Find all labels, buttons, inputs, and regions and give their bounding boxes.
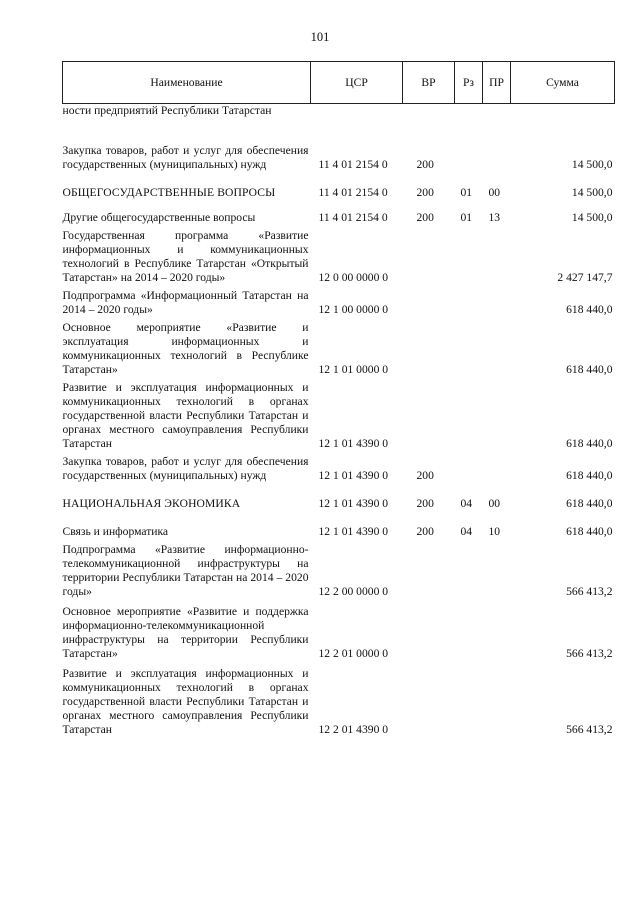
row-sum: 618 440,0 xyxy=(566,469,613,482)
row-pr xyxy=(483,122,511,172)
row-csr: 12 0 00 0000 0 xyxy=(318,271,389,284)
row-csr: 12 1 01 4390 0 xyxy=(318,497,389,510)
row-vr: 200 xyxy=(416,525,434,538)
row-vr xyxy=(403,661,455,737)
row-name: Закупка товаров, работ и услуг для обеспечения государственных (муниципальных) нужд xyxy=(62,144,309,171)
row-vr: 200 xyxy=(416,469,434,482)
row-csr: 12 2 01 0000 0 xyxy=(318,647,389,660)
header-csr: ЦСР xyxy=(311,62,403,104)
row-rz: 04 xyxy=(460,497,473,510)
row-pr xyxy=(483,661,511,737)
row-sum: 618 440,0 xyxy=(566,437,613,450)
header-vr: ВР xyxy=(403,62,455,104)
row-name: Основное мероприятие «Развитие и эксплуатация информационных и коммуникационных технологий в Республике Татарстан» xyxy=(62,321,309,376)
row-sum: 566 413,2 xyxy=(566,723,613,736)
row-rz xyxy=(455,599,483,661)
row-vr xyxy=(403,317,455,377)
row-name: Связь и информатика xyxy=(62,525,169,538)
table-body xyxy=(63,104,615,738)
row-rz xyxy=(455,377,483,451)
table-row xyxy=(63,661,615,737)
row-csr: 11 4 01 2154 0 xyxy=(318,186,388,199)
table-header xyxy=(63,62,615,104)
row-name: Закупка товаров, работ и услуг для обеспечения государственных (муниципальных) нужд xyxy=(62,455,309,482)
table-row xyxy=(63,451,615,483)
row-pr xyxy=(483,225,511,285)
row-name: Основное мероприятие «Развитие и поддержка информационно-телекоммуникационной инфраструктуры на территории Республики Татарстан» xyxy=(62,605,309,660)
row-rz: 01 xyxy=(460,186,473,199)
row-rz xyxy=(455,539,483,599)
row-vr xyxy=(403,225,455,285)
row-pr xyxy=(483,599,511,661)
row-pr xyxy=(483,451,511,483)
table-row xyxy=(63,317,615,377)
row-name: Подпрограмма «Информационный Татарстан на 2014 – 2020 годы» xyxy=(62,289,309,316)
row-name: Другие общегосударственные вопросы xyxy=(62,211,256,224)
row-sum: 2 427 147,7 xyxy=(557,271,613,284)
header-name: Наименование xyxy=(63,62,311,104)
table-row xyxy=(63,377,615,451)
row-csr: 12 2 00 0000 0 xyxy=(318,585,389,598)
row-rz xyxy=(455,451,483,483)
row-rz xyxy=(455,122,483,172)
row-sum: 618 440,0 xyxy=(566,525,613,538)
row-vr: 200 xyxy=(416,186,434,199)
row-name: Развитие и эксплуатация информационных и коммуникационных технологий в органах государственной власти Республики Татарстан и органах местного самоуправления Республики Татарстан xyxy=(62,381,309,450)
table-row xyxy=(63,200,615,225)
row-csr: 12 1 01 4390 0 xyxy=(318,469,389,482)
table-row xyxy=(63,122,615,172)
row-rz: 01 xyxy=(460,211,473,224)
row-vr xyxy=(403,377,455,451)
row-sum: 14 500,0 xyxy=(571,211,613,224)
table-row xyxy=(63,511,615,539)
row-vr: 200 xyxy=(416,211,434,224)
row-name: Государственная программа «Развитие информационных и коммуникационных технологий в Республике Татарстан «Открытый Татарстан» на 2014 – 2020 годы» xyxy=(62,229,309,284)
row-vr: 200 xyxy=(416,158,434,171)
row-vr xyxy=(403,599,455,661)
row-pr xyxy=(483,539,511,599)
row-sum: 618 440,0 xyxy=(566,303,613,316)
row-rz xyxy=(455,661,483,737)
row-rz xyxy=(455,317,483,377)
row-sum: 566 413,2 xyxy=(566,647,613,660)
page-number: 101 xyxy=(310,30,330,44)
row-pr: 00 xyxy=(488,497,501,510)
budget-table xyxy=(62,61,615,737)
row-csr: 12 2 01 4390 0 xyxy=(318,723,389,736)
row-pr xyxy=(483,285,511,317)
row-csr: 12 1 00 0000 0 xyxy=(318,303,389,316)
row-name: ОБЩЕГОСУДАРСТВЕННЫЕ ВОПРОСЫ xyxy=(62,186,276,199)
row-sum: 618 440,0 xyxy=(566,363,613,376)
row-sum: 14 500,0 xyxy=(571,158,613,171)
row-vr: 200 xyxy=(416,497,434,510)
row-pr xyxy=(483,317,511,377)
row-sum: 14 500,0 xyxy=(571,186,613,199)
row-pr xyxy=(483,104,511,123)
header-rz: Рз xyxy=(455,62,483,104)
row-name: Подпрограмма «Развитие информационно-телекоммуникационной инфраструктуры на территории Республики Татарстан на 2014 – 2020 годы» xyxy=(62,543,309,598)
row-csr: 12 1 01 0000 0 xyxy=(318,363,389,376)
table-row xyxy=(63,599,615,661)
row-csr: 12 1 01 4390 0 xyxy=(318,525,389,538)
row-vr xyxy=(403,539,455,599)
row-sum: 618 440,0 xyxy=(566,497,613,510)
row-name: ности предприятий Республики Татарстан xyxy=(62,104,272,117)
row-pr: 13 xyxy=(488,211,501,224)
row-vr xyxy=(403,285,455,317)
row-pr: 10 xyxy=(488,525,501,538)
header-pr: ПР xyxy=(483,62,511,104)
row-rz: 04 xyxy=(460,525,473,538)
row-csr: 12 1 01 4390 0 xyxy=(318,437,389,450)
row-name: Развитие и эксплуатация информационных и коммуникационных технологий в органах государственной власти Республики Татарстан и органах местного самоуправления Республики Татарстан xyxy=(62,667,309,736)
row-vr xyxy=(403,104,455,123)
table-row xyxy=(63,172,615,200)
table-row xyxy=(63,285,615,317)
table-row xyxy=(63,539,615,599)
table-row xyxy=(63,104,615,123)
table-row xyxy=(63,483,615,511)
header-sum: Сумма xyxy=(511,62,615,104)
row-name: НАЦИОНАЛЬНАЯ ЭКОНОМИКА xyxy=(62,497,241,510)
row-pr: 00 xyxy=(488,186,501,199)
table-row xyxy=(63,225,615,285)
row-csr: 11 4 01 2154 0 xyxy=(318,158,388,171)
row-rz xyxy=(455,285,483,317)
row-csr: 11 4 01 2154 0 xyxy=(318,211,388,224)
row-csr xyxy=(311,104,403,123)
row-sum: 566 413,2 xyxy=(566,585,613,598)
row-rz xyxy=(455,104,483,123)
row-sum xyxy=(511,104,615,123)
row-rz xyxy=(455,225,483,285)
row-pr xyxy=(483,377,511,451)
